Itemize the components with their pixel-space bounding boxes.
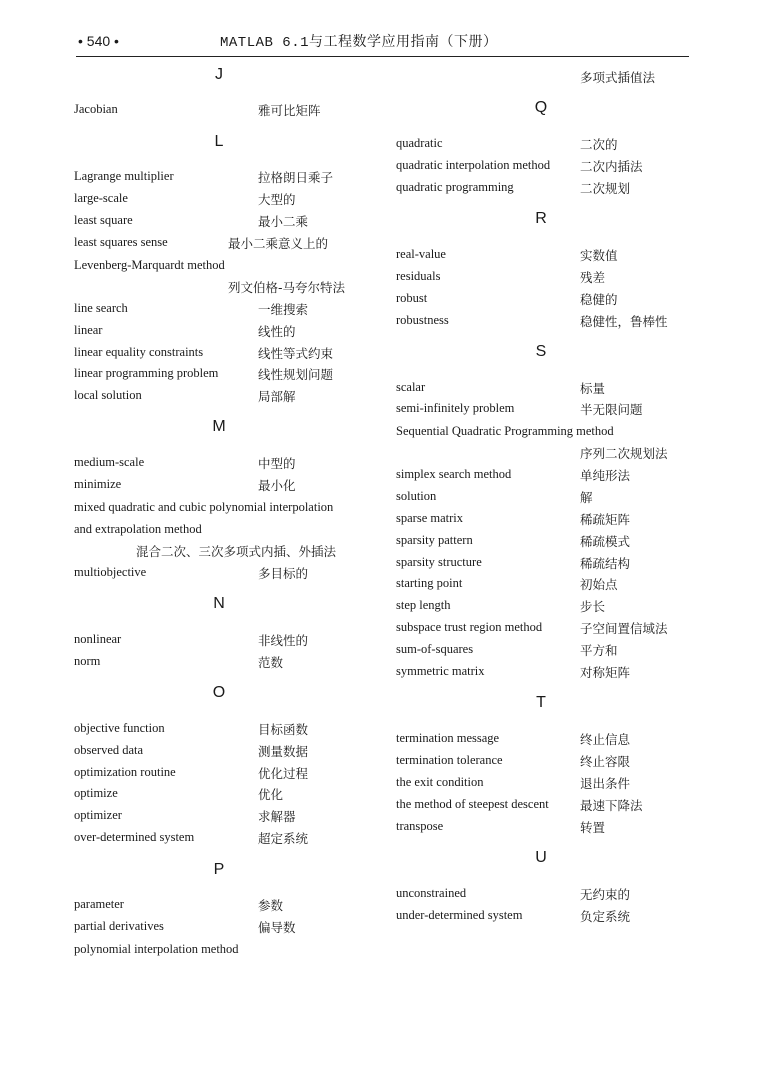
term-chinese: 求解器	[258, 809, 296, 824]
term-chinese: 大型的	[258, 192, 296, 207]
term-chinese: 雅可比矩阵	[258, 103, 321, 118]
term-english: solution	[396, 489, 437, 503]
term-chinese: 超定系统	[258, 831, 309, 846]
term-english: over-determined system	[74, 830, 195, 844]
term-chinese: 稀疏结构	[580, 556, 631, 571]
term-chinese: 稳健性，鲁棒性	[580, 314, 668, 329]
term-english: parameter	[74, 897, 124, 911]
section-letter-l: L	[214, 133, 224, 150]
term-chinese: 最小二乘	[258, 214, 309, 229]
term-english: sum-of-squares	[396, 642, 474, 656]
term-chinese: 解	[580, 490, 593, 505]
section-letter-r: R	[535, 210, 547, 227]
term-english: polynomial interpolation method	[74, 942, 239, 956]
term-english: linear	[74, 323, 103, 337]
term-english: minimize	[74, 477, 122, 491]
term-chinese: 偏导数	[258, 920, 296, 935]
section-letter-s: S	[535, 343, 547, 360]
term-chinese: 线性的	[258, 324, 296, 339]
term-chinese: 线性规划问题	[258, 367, 334, 382]
term-chinese: 对称矩阵	[580, 665, 631, 680]
term-english: and extrapolation method	[74, 522, 202, 536]
term-chinese: 优化	[258, 787, 284, 802]
term-chinese: 退出条件	[580, 776, 631, 791]
term-english: least square	[74, 213, 133, 227]
term-chinese: 多目标的	[258, 566, 309, 581]
term-english: nonlinear	[74, 632, 122, 646]
term-chinese: 平方和	[580, 643, 618, 658]
term-chinese: 混合二次、三次多项式内插、外插法	[136, 544, 337, 559]
term-chinese: 稀疏矩阵	[580, 512, 631, 527]
term-english: unconstrained	[396, 886, 467, 900]
term-chinese: 步长	[580, 599, 606, 614]
term-chinese: 二次内插法	[580, 159, 643, 174]
term-chinese: 拉格朗日乘子	[258, 170, 334, 185]
term-english: quadratic interpolation method	[396, 158, 551, 172]
term-chinese: 测量数据	[258, 744, 309, 759]
term-chinese: 局部解	[258, 389, 296, 404]
running-title: MATLAB 6.1与工程数学应用指南（下册）	[220, 35, 498, 51]
term-english: sparse matrix	[396, 511, 463, 525]
term-english: objective function	[74, 721, 165, 735]
section-letter-j: J	[215, 66, 223, 83]
term-chinese: 实数值	[580, 248, 618, 263]
section-letter-m: M	[212, 418, 226, 435]
section-letter-t: T	[536, 694, 546, 711]
term-chinese: 残差	[580, 270, 606, 285]
term-chinese: 中型的	[258, 456, 296, 471]
term-english: quadratic programming	[396, 180, 514, 194]
term-chinese: 一维搜索	[258, 302, 309, 317]
term-english: sparsity pattern	[396, 533, 473, 547]
term-chinese: 多项式插值法	[580, 70, 656, 85]
term-english: norm	[74, 654, 101, 668]
term-english: quadratic	[396, 136, 443, 150]
term-english: starting point	[396, 576, 463, 590]
term-english: termination tolerance	[396, 753, 503, 767]
term-chinese: 转置	[580, 820, 606, 835]
section-letter-o: O	[212, 684, 226, 701]
term-english: partial derivatives	[74, 919, 164, 933]
term-english: least squares sense	[74, 235, 168, 249]
term-english: Lagrange multiplier	[74, 169, 174, 183]
term-chinese: 稳健的	[580, 292, 618, 307]
term-english: mixed quadratic and cubic polynomial interpolation	[74, 500, 334, 514]
term-chinese: 稀疏模式	[580, 534, 631, 549]
term-english: optimization routine	[74, 765, 176, 779]
term-english: robustness	[396, 313, 449, 327]
term-chinese: 范数	[258, 655, 284, 670]
term-chinese: 最速下降法	[580, 798, 643, 813]
term-english: subspace trust region method	[396, 620, 543, 634]
left-column	[74, 0, 384, 1075]
term-english: local solution	[74, 388, 142, 402]
term-chinese: 半无限问题	[580, 402, 643, 417]
section-letter-p: P	[213, 861, 225, 878]
term-english: transpose	[396, 819, 444, 833]
term-chinese: 非线性的	[258, 633, 309, 648]
term-chinese: 单纯形法	[580, 468, 631, 483]
term-english: semi-infinitely problem	[396, 401, 515, 415]
term-chinese: 目标函数	[258, 722, 309, 737]
term-chinese: 终止信息	[580, 732, 631, 747]
section-letter-u: U	[535, 849, 547, 866]
term-english: the exit condition	[396, 775, 484, 789]
page-number: • 540 •	[78, 33, 119, 49]
term-english: sparsity structure	[396, 555, 482, 569]
term-chinese: 二次规划	[580, 181, 631, 196]
section-letter-q: Q	[534, 99, 548, 116]
term-english: line search	[74, 301, 128, 315]
term-english: optimizer	[74, 808, 122, 822]
term-chinese: 参数	[258, 898, 284, 913]
term-english: termination message	[396, 731, 500, 745]
term-chinese: 初始点	[580, 577, 618, 592]
term-english: observed data	[74, 743, 144, 757]
term-chinese: 子空间置信域法	[580, 621, 668, 636]
term-english: Sequential Quadratic Programming method	[396, 424, 614, 438]
term-english: large-scale	[74, 191, 128, 205]
term-chinese: 线性等式约束	[258, 346, 334, 361]
term-chinese: 最小化	[258, 478, 296, 493]
right-column	[396, 0, 706, 1075]
term-chinese: 序列二次规划法	[580, 446, 668, 461]
term-english: Jacobian	[74, 102, 118, 116]
term-english: real-value	[396, 247, 446, 261]
term-english: linear equality constraints	[74, 345, 204, 359]
term-chinese: 优化过程	[258, 766, 309, 781]
term-english: optimize	[74, 786, 118, 800]
term-english: symmetric matrix	[396, 664, 485, 678]
term-english: step length	[396, 598, 451, 612]
term-chinese: 列文伯格-马夸尔特法	[228, 280, 346, 295]
term-english: Levenberg-Marquardt method	[74, 258, 225, 272]
term-chinese: 终止容限	[580, 754, 631, 769]
term-english: multiobjective	[74, 565, 147, 579]
term-english: robust	[396, 291, 428, 305]
term-chinese: 标量	[580, 381, 606, 396]
term-english: simplex search method	[396, 467, 512, 481]
term-english: residuals	[396, 269, 441, 283]
section-letter-n: N	[213, 595, 225, 612]
term-chinese: 二次的	[580, 137, 618, 152]
term-chinese: 无约束的	[580, 887, 631, 902]
term-english: linear programming problem	[74, 366, 219, 380]
term-chinese: 负定系统	[580, 909, 631, 924]
term-chinese: 最小二乘意义上的	[228, 236, 329, 251]
term-english: the method of steepest descent	[396, 797, 549, 811]
term-english: under-determined system	[396, 908, 523, 922]
term-english: medium-scale	[74, 455, 145, 469]
term-english: scalar	[396, 380, 426, 394]
